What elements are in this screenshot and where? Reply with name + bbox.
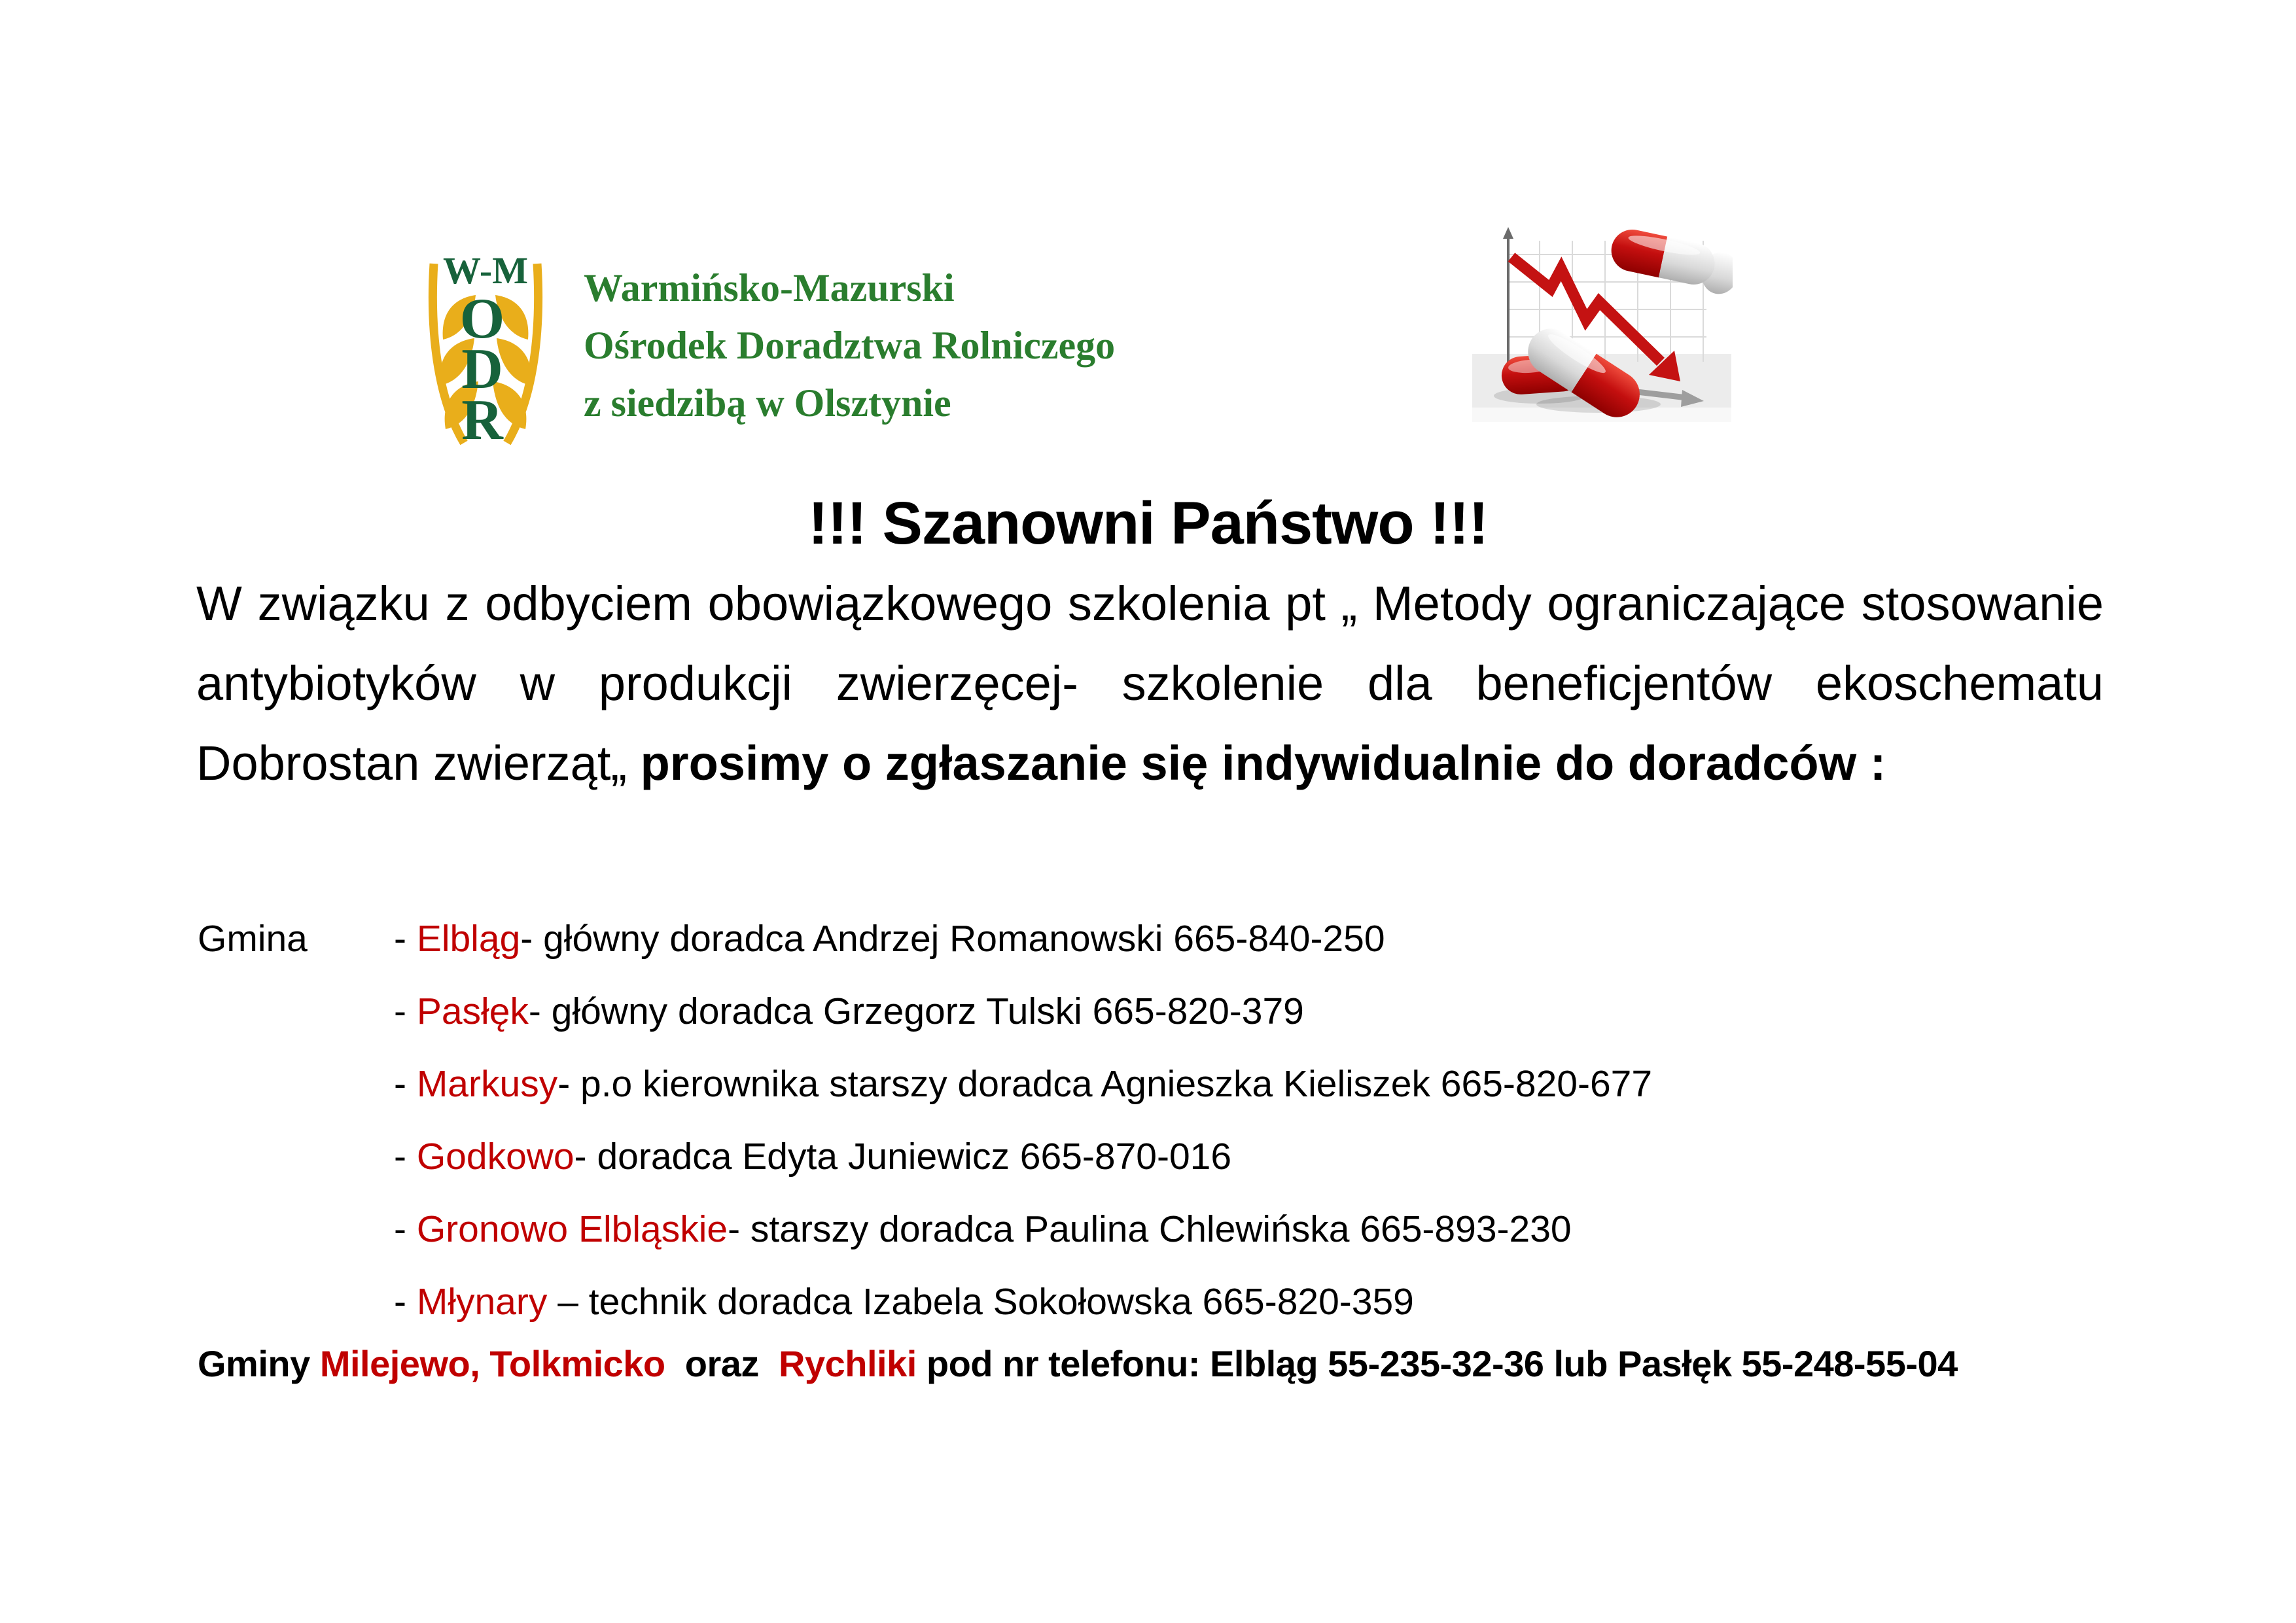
municipality-name: Pasłęk <box>416 990 529 1032</box>
advisor-row <box>198 1193 1652 1266</box>
dash: - <box>394 1281 417 1323</box>
advisor-details: - starszy doradca Paulina Chlewińska 665-893-230 <box>728 1208 1572 1250</box>
municipality-name: Młynary <box>416 1281 548 1323</box>
advisor-details: - p.o kierownika starszy doradca Agnieszka Kieliszek 665-820-677 <box>557 1063 1653 1105</box>
footer-municipality-red: Rychliki <box>779 1343 917 1384</box>
org-name-line-3: z siedzibą w Olsztynie <box>584 381 951 425</box>
advisor-details: – technik doradca Izabela Sokołowska 665-820-359 <box>547 1281 1414 1323</box>
organization-name <box>584 259 1115 432</box>
logo-letter-d: D <box>461 338 503 401</box>
municipality-name: Markusy <box>416 1063 558 1105</box>
intro-bold-text: prosimy o zgłaszanie się indywidualnie do doradców : <box>640 736 1886 790</box>
advisor-row <box>198 1048 1652 1121</box>
dash: - <box>394 1136 417 1178</box>
advisors-list <box>198 903 1652 1338</box>
pills-decline-chart-illustration <box>1471 192 1733 424</box>
footer-contact-line <box>198 1342 1958 1385</box>
dash: - <box>394 918 417 960</box>
dash: - <box>394 1208 417 1250</box>
municipality-name: Godkowo <box>416 1136 574 1178</box>
logo-letter-r: R <box>461 389 503 449</box>
footer-prefix: Gminy <box>198 1343 320 1384</box>
dash: - <box>394 990 417 1032</box>
dash: - <box>394 1063 417 1105</box>
org-name-line-1: Warmińsko-Mazurski <box>584 266 955 309</box>
footer-municipalities-red: Milejewo, Tolkmicko <box>319 1343 665 1384</box>
advisor-details: - główny doradca Andrzej Romanowski 665-840-250 <box>520 918 1385 960</box>
advisor-row <box>198 1121 1652 1193</box>
municipality-name: Gronowo Elbląskie <box>416 1208 728 1250</box>
page-title: !!! Szanowni Państwo !!! <box>807 490 1489 557</box>
advisor-details: - doradca Edyta Juniewicz 665-870-016 <box>574 1136 1232 1178</box>
advisor-row <box>198 903 1652 975</box>
logo-letter-o: O <box>459 287 505 351</box>
footer-phones: pod nr telefonu: Elbląg 55-235-32-36 lub Pasłęk 55-248-55-04 <box>916 1343 1958 1384</box>
wmodr-wheat-logo-icon <box>423 236 548 449</box>
municipality-name: Elbląg <box>416 918 521 960</box>
logo-acronym: W-M <box>443 249 528 292</box>
advisor-row <box>198 1266 1652 1338</box>
intro-paragraph <box>196 564 2104 803</box>
advisor-details: - główny doradca Grzegorz Tulski 665-820-379 <box>528 990 1304 1032</box>
advisor-row <box>198 975 1652 1048</box>
capsule-icon <box>1606 226 1733 298</box>
intro-normal-text: W związku z odbyciem obowiązkowego szkolenia pt „ Metody ograniczające stosowanie antybiotyków w produkcji zwierzęcej- szkolenie dla beneficjentów ekoschematu Dobrostan zwierząt„ <box>196 576 2104 790</box>
org-name-line-2: Ośrodek Doradztwa Rolniczego <box>584 324 1116 367</box>
footer-oraz: oraz <box>665 1343 779 1384</box>
gmina-label: Gmina <box>198 918 308 960</box>
